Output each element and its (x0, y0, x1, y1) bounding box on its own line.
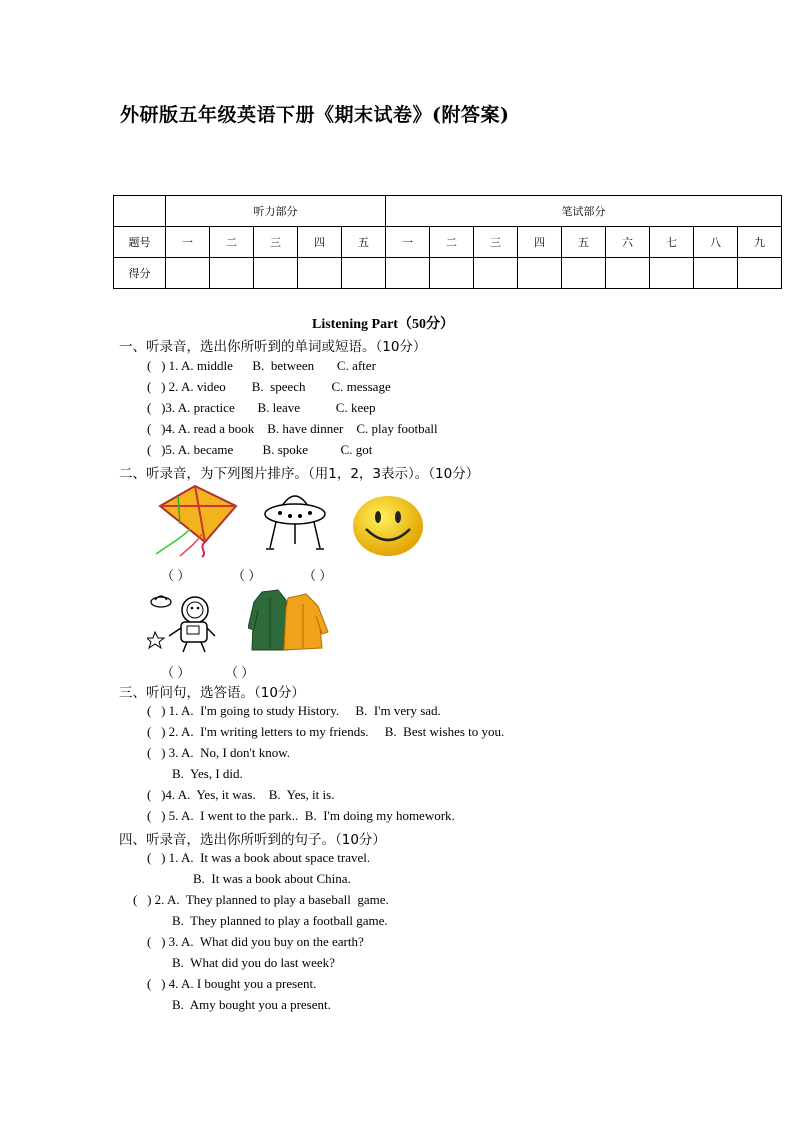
question-item: ( ) 1. A. middle B. between C. after (147, 358, 376, 373)
ufo-picture (262, 486, 328, 556)
question-number-cell: 二 (430, 227, 474, 258)
astronaut-picture (147, 592, 219, 654)
question-number-cell: 一 (386, 227, 430, 258)
listening-header: 听力部分 (166, 196, 386, 227)
question-option: B. What did you do last week? (172, 955, 335, 970)
question-item: ( )4. A. read a book B. have dinner C. play football (147, 421, 438, 436)
question-option: B. Yes, I did. (172, 766, 243, 781)
answer-bracket[interactable]: （ ） (225, 665, 255, 680)
table-corner-cell (114, 196, 166, 227)
question-number-cell: 七 (650, 227, 694, 258)
answer-bracket[interactable]: （ ） (161, 665, 191, 680)
score-cell[interactable] (210, 258, 254, 289)
row-label-score: 得分 (114, 258, 166, 289)
question-number-cell: 二 (210, 227, 254, 258)
score-table (113, 195, 782, 289)
question-item: ( ) 3. A. What did you buy on the earth? (147, 934, 364, 949)
part-title: Listening Part（50分） (312, 317, 454, 332)
score-cell[interactable] (606, 258, 650, 289)
question-number-cell: 四 (518, 227, 562, 258)
score-cell[interactable] (694, 258, 738, 289)
question-number-cell: 四 (298, 227, 342, 258)
question-item: ( ) 5. A. I went to the park.. B. I'm doing my homework. (147, 808, 455, 823)
question-item: ( ) 2. A. They planned to play a baseball game. (133, 892, 389, 907)
question-number-cell: 三 (254, 227, 298, 258)
score-cell[interactable] (430, 258, 474, 289)
question-number-cell: 八 (694, 227, 738, 258)
section-4-heading: 四、听录音，选出你所听到的句子。（10分） (119, 832, 386, 848)
score-cell[interactable] (562, 258, 606, 289)
score-cell[interactable] (166, 258, 210, 289)
smiley-face-picture (350, 495, 426, 557)
section-1-heading: 一、听录音，选出你所听到的单词或短语。（10分） (119, 339, 427, 355)
question-item: ( ) 4. A. I bought you a present. (147, 976, 317, 991)
question-item: ( )5. A. became B. spoke C. got (147, 442, 373, 457)
score-cell[interactable] (738, 258, 782, 289)
question-item: ( ) 2. A. video B. speech C. message (147, 379, 391, 394)
score-cell[interactable] (474, 258, 518, 289)
section-2-heading: 二、听录音，为下列图片排序。（用1，2，3表示）。（10分） (119, 466, 480, 482)
question-number-cell: 一 (166, 227, 210, 258)
question-item: ( ) 2. A. I'm writing letters to my friends. B. Best wishes to you. (147, 724, 505, 739)
question-number-cell: 五 (562, 227, 606, 258)
question-number-cell: 五 (342, 227, 386, 258)
question-option: B. Amy bought you a present. (172, 997, 331, 1012)
score-cell[interactable] (650, 258, 694, 289)
question-option: B. It was a book about China. (193, 871, 351, 886)
row-label-number: 题号 (114, 227, 166, 258)
question-item: ( ) 3. A. No, I don't know. (147, 745, 291, 760)
answer-bracket[interactable]: （ ） (303, 568, 333, 583)
question-item: ( ) 1. A. It was a book about space travel. (147, 850, 371, 865)
score-cell[interactable] (386, 258, 430, 289)
question-number-cell: 六 (606, 227, 650, 258)
question-number-cell: 九 (738, 227, 782, 258)
question-item: ( )3. A. practice B. leave C. keep (147, 400, 376, 415)
score-cell[interactable] (254, 258, 298, 289)
raincoats-picture (248, 588, 330, 654)
question-number-cell: 三 (474, 227, 518, 258)
score-cell[interactable] (342, 258, 386, 289)
page-title: 外研版五年级英语下册《期末试卷》(附答案) (120, 104, 510, 126)
question-item: ( )4. A. Yes, it was. B. Yes, it is. (147, 787, 335, 802)
question-item: ( ) 1. A. I'm going to study History. B. I'm very sad. (147, 703, 441, 718)
question-option: B. They planned to play a football game. (172, 913, 388, 928)
answer-bracket[interactable]: （ ） (232, 568, 262, 583)
answer-bracket[interactable]: （ ） (161, 568, 191, 583)
writing-header: 笔试部分 (386, 196, 782, 227)
kite-picture (150, 484, 240, 558)
score-cell[interactable] (298, 258, 342, 289)
section-3-heading: 三、听问句，选答语。（10分） (119, 685, 305, 701)
score-cell[interactable] (518, 258, 562, 289)
